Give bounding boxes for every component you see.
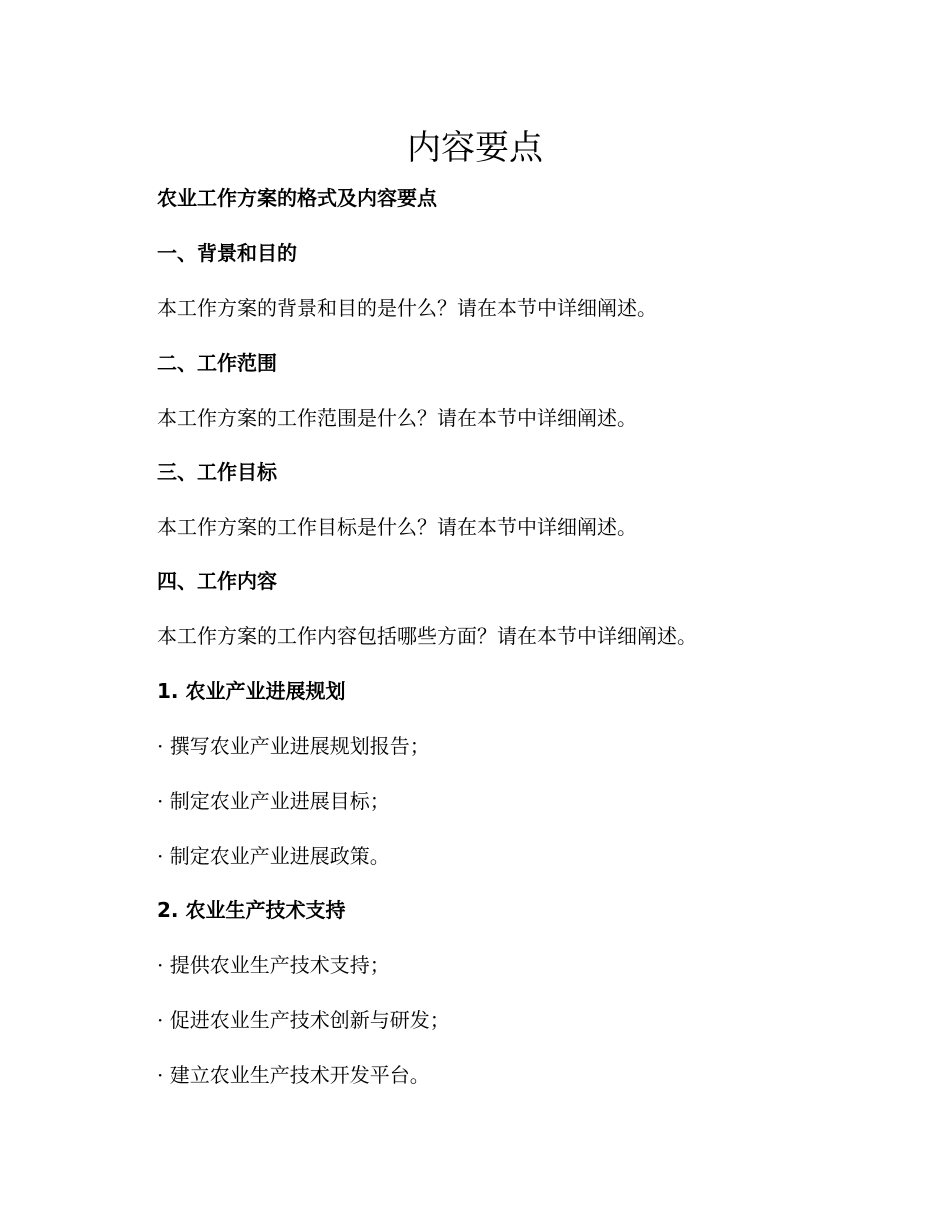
section-body: 本工作方案的工作目标是什么？请在本节中详细阐述。 — [157, 515, 637, 539]
document-subtitle: 农业工作方案的格式及内容要点 — [157, 186, 437, 210]
list-item: · 撰写农业产业进展规划报告； — [157, 734, 430, 758]
section-heading: 二、工作范围 — [157, 351, 277, 375]
list-item: · 制定农业产业进展目标； — [157, 789, 390, 813]
section-body: 本工作方案的工作范围是什么？请在本节中详细阐述。 — [157, 406, 637, 430]
section-body: 本工作方案的工作内容包括哪些方面？请在本节中详细阐述。 — [157, 624, 697, 648]
list-item: · 建立农业生产技术开发平台。 — [157, 1063, 430, 1087]
list-item: · 促进农业生产技术创新与研发； — [157, 1008, 450, 1032]
page-title: 内容要点 — [407, 128, 543, 168]
list-item: · 制定农业产业进展政策。 — [157, 844, 390, 868]
section-body: 本工作方案的背景和目的是什么？请在本节中详细阐述。 — [157, 296, 657, 320]
subsection-heading: 1. 农业产业进展规划 — [157, 679, 346, 703]
subsection-heading: 2. 农业生产技术支持 — [157, 898, 346, 922]
section-heading: 三、工作目标 — [157, 460, 277, 484]
list-item: · 提供农业生产技术支持； — [157, 953, 390, 977]
section-heading: 四、工作内容 — [157, 569, 277, 593]
section-heading: 一、背景和目的 — [157, 241, 297, 265]
